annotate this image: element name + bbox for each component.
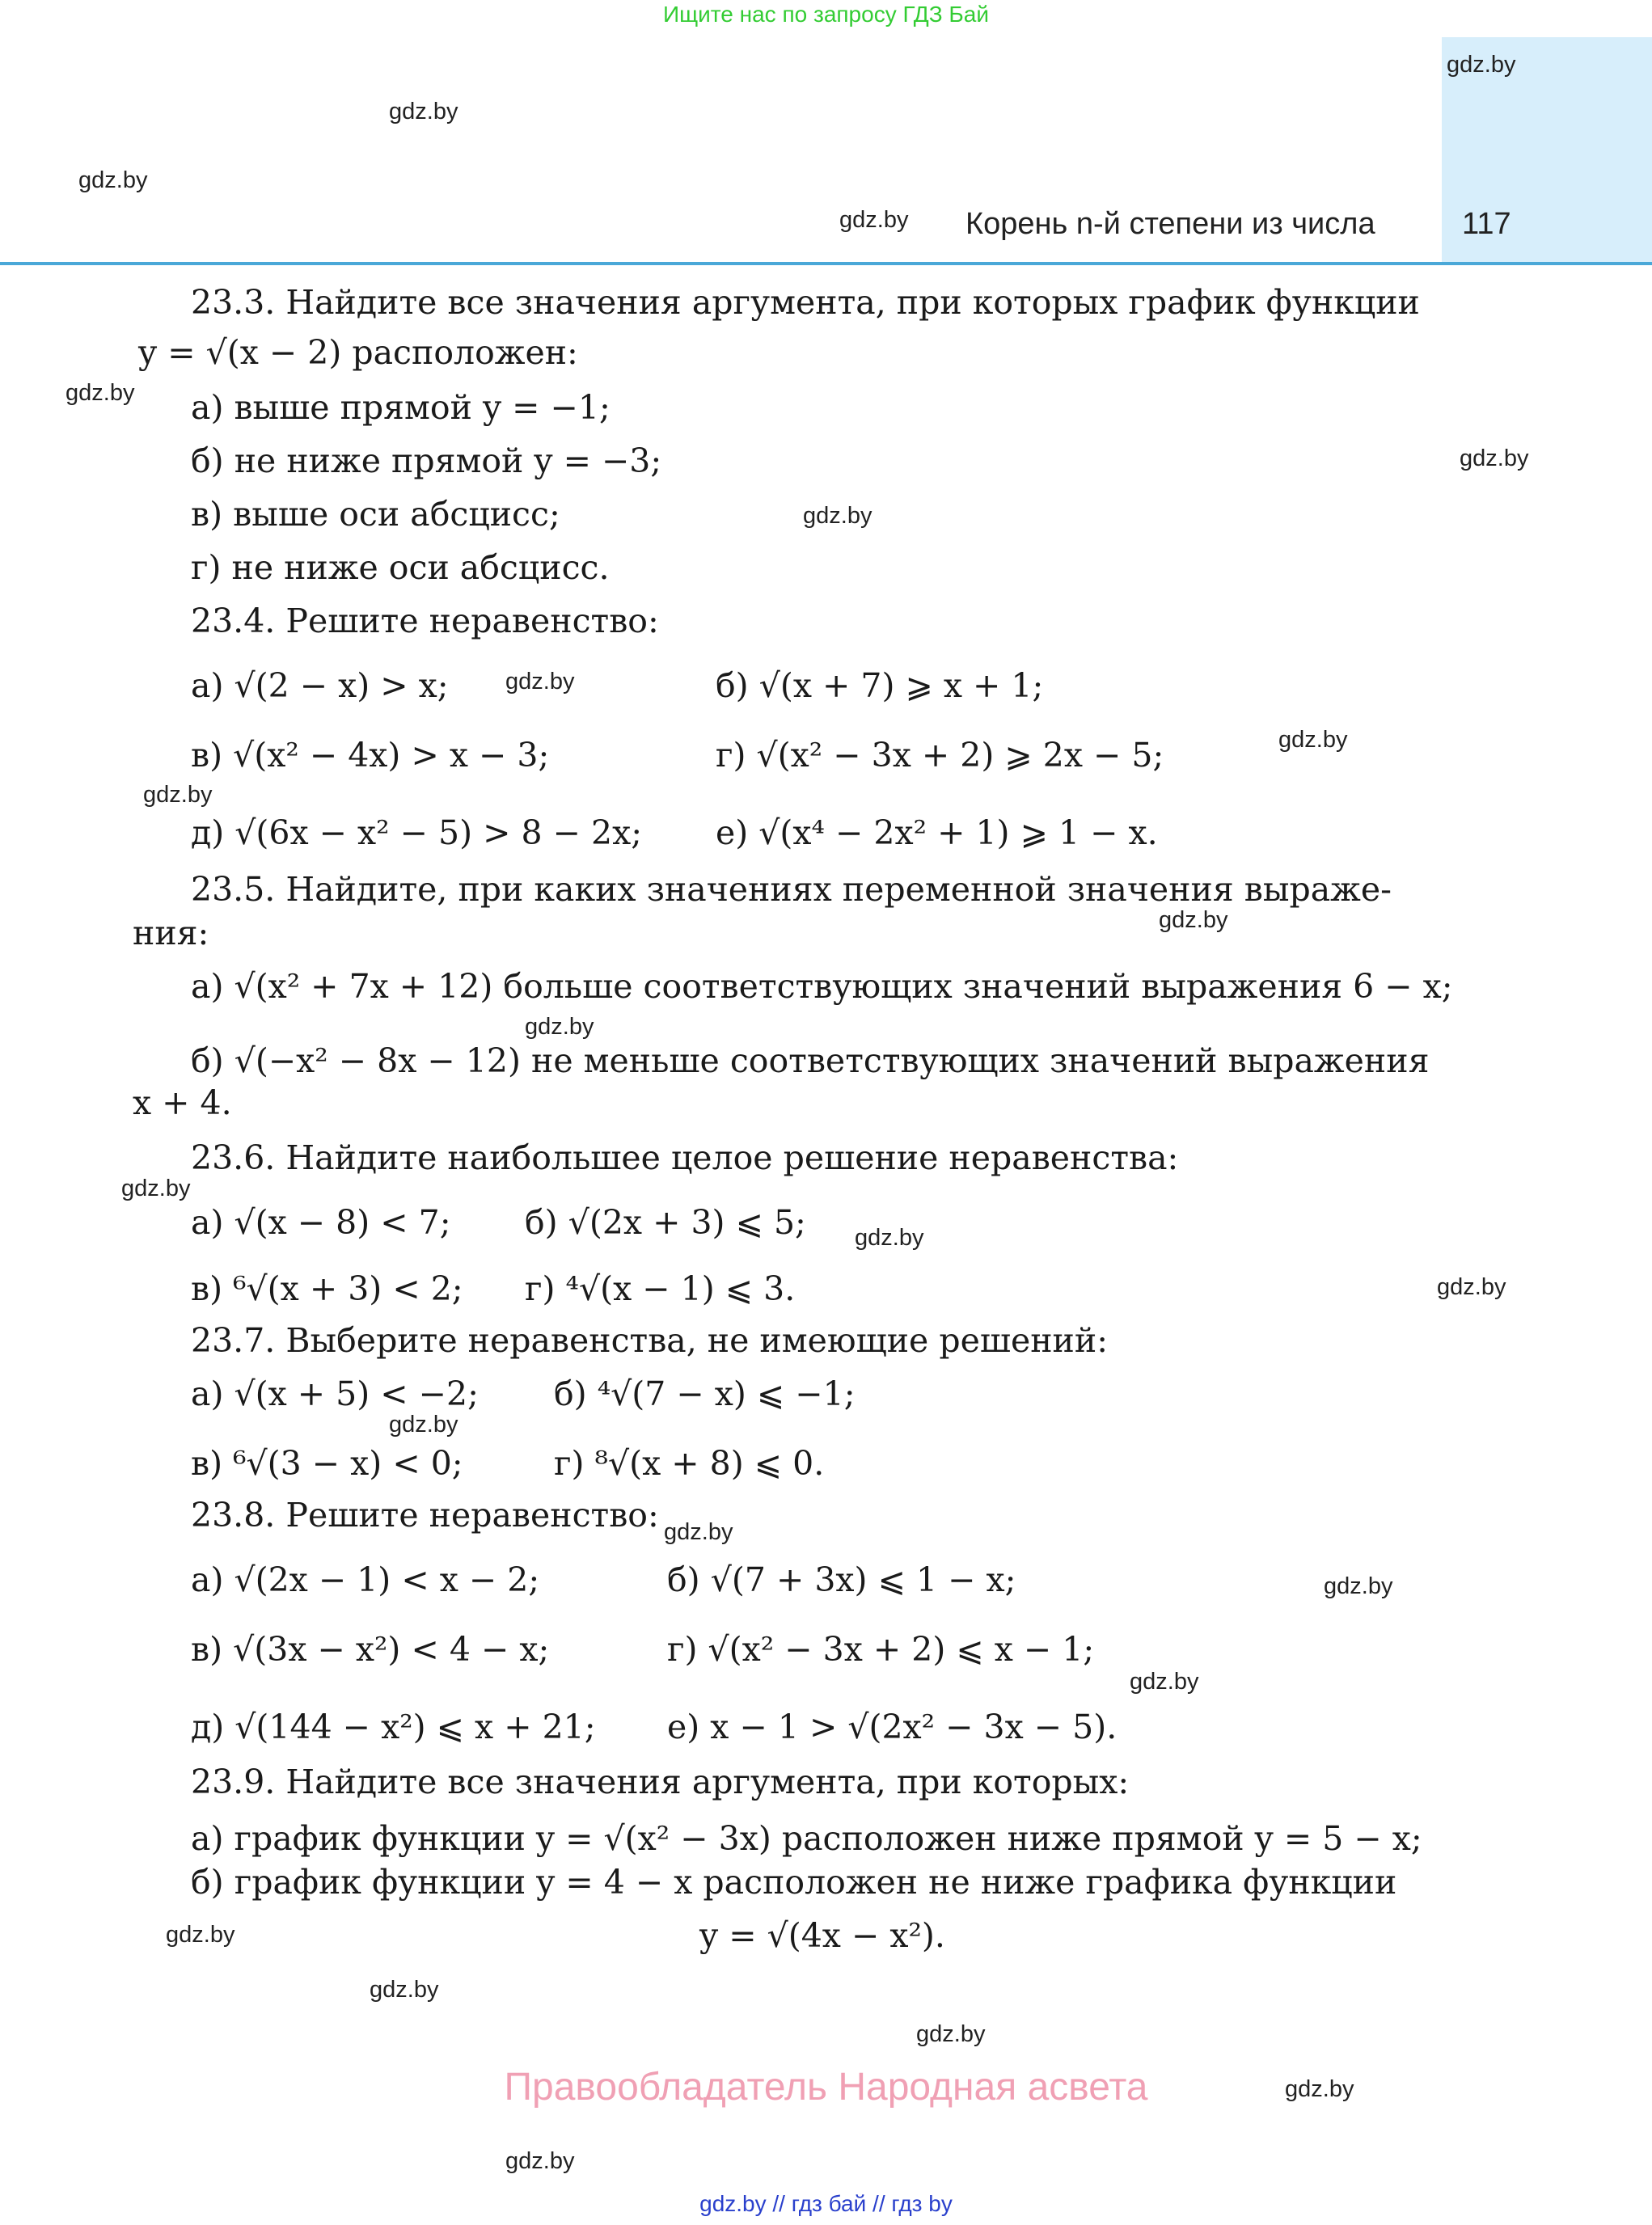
watermark: gdz.by — [1437, 1274, 1506, 1300]
exercise-23-6-b: б) √(2x + 3) ⩽ 5; — [525, 1203, 806, 1242]
watermark: gdz.by — [143, 782, 213, 808]
exercise-23-9-b: б) график функции y = 4 − x расположен не ниже графика функции — [191, 1863, 1397, 1902]
exercise-23-4-d: г) √(x² − 3x + 2) ⩾ 2x − 5; — [716, 736, 1164, 775]
watermark: gdz.by — [389, 99, 458, 125]
exercise-23-4-a: а) √(2 − x) > x; — [191, 666, 449, 705]
watermark: gdz.by — [78, 167, 148, 193]
watermark: gdz.by — [1324, 1573, 1393, 1599]
exercise-23-3-d: г) не ниже оси абсцисс. — [191, 548, 610, 587]
watermark: gdz.by — [1278, 727, 1348, 753]
top-search-link[interactable]: Ищите нас по запросу ГДЗ Бай — [662, 2, 990, 27]
watermark: gdz.by — [1159, 907, 1228, 933]
exercise-23-5-heading: 23.5. Найдите, при каких значениях переменной значения выраже- — [191, 870, 1392, 909]
watermark: gdz.by — [803, 503, 872, 529]
watermark: gdz.by — [839, 207, 909, 233]
watermark: gdz.by — [855, 1225, 924, 1251]
exercise-23-4-b: б) √(x + 7) ⩾ x + 1; — [716, 666, 1044, 705]
exercise-23-9-b-function: y = √(4x − x²). — [699, 1916, 945, 1955]
watermark: gdz.by — [505, 2148, 575, 2174]
exercise-23-8-f: е) x − 1 > √(2x² − 3x − 5). — [667, 1708, 1118, 1746]
exercise-23-6-heading: 23.6. Найдите наибольшее целое решение неравенства: — [191, 1138, 1179, 1177]
watermark: gdz.by — [1285, 2076, 1354, 2102]
exercise-23-7-a: а) √(x + 5) < −2; — [191, 1374, 479, 1413]
page-number: 117 — [1462, 207, 1511, 241]
exercise-23-4-f: е) √(x⁴ − 2x² + 1) ⩾ 1 − x. — [716, 813, 1158, 852]
watermark: gdz.by — [1130, 1669, 1199, 1695]
exercise-23-8-c: в) √(3x − x²) < 4 − x; — [191, 1630, 550, 1669]
exercise-23-6-d: г) ⁴√(x − 1) ⩽ 3. — [525, 1269, 796, 1308]
header-divider — [0, 262, 1652, 265]
watermark: gdz.by — [505, 669, 575, 695]
exercise-23-8-e: д) √(144 − x²) ⩽ x + 21; — [191, 1708, 596, 1746]
exercise-23-4-c: в) √(x² − 4x) > x − 3; — [191, 736, 550, 775]
watermark: gdz.by — [1460, 445, 1529, 471]
exercise-23-7-d: г) ⁸√(x + 8) ⩽ 0. — [554, 1444, 825, 1483]
exercise-23-7-c: в) ⁶√(3 − x) < 0; — [191, 1444, 463, 1483]
watermark: gdz.by — [370, 1977, 439, 2003]
exercise-23-8-heading: 23.8. Решите неравенство: — [191, 1496, 659, 1535]
watermark: gdz.by — [664, 1519, 733, 1545]
exercise-23-5-b-cont: x + 4. — [133, 1083, 232, 1122]
watermark: gdz.by — [389, 1412, 458, 1438]
footer-links[interactable]: gdz.by // гдз бай // гдз by — [699, 2191, 953, 2216]
exercise-23-3-c: в) выше оси абсцисс; — [191, 495, 560, 534]
exercise-23-8-a: а) √(2x − 1) < x − 2; — [191, 1560, 540, 1599]
copyright-notice: Правообладатель Народная асвета — [504, 2066, 1148, 2109]
exercise-23-6-c: в) ⁶√(x + 3) < 2; — [191, 1269, 463, 1308]
exercise-23-4-e: д) √(6x − x² − 5) > 8 − 2x; — [191, 813, 643, 852]
exercise-23-3-b: б) не ниже прямой y = −3; — [191, 441, 662, 480]
exercise-23-3-heading: 23.3. Найдите все значения аргумента, при которых график функции — [191, 283, 1420, 322]
exercise-23-9-heading: 23.9. Найдите все значения аргумента, при которых: — [191, 1763, 1130, 1801]
exercise-23-5-a: а) √(x² + 7x + 12) больше соответствующих значений выражения 6 − x; — [191, 967, 1453, 1006]
exercise-23-9-a: а) график функции y = √(x² − 3x) расположен ниже прямой y = 5 − x; — [191, 1819, 1422, 1858]
watermark: gdz.by — [121, 1176, 191, 1201]
exercise-23-7-heading: 23.7. Выберите неравенства, не имеющие решений: — [191, 1321, 1109, 1360]
exercise-23-8-d: г) √(x² − 3x + 2) ⩽ x − 1; — [667, 1630, 1095, 1669]
watermark: gdz.by — [916, 2021, 986, 2047]
exercise-23-6-a: а) √(x − 8) < 7; — [191, 1203, 451, 1242]
watermark: gdz.by — [525, 1014, 594, 1040]
watermark: gdz.by — [166, 1922, 235, 1948]
exercise-23-5-b: б) √(−x² − 8x − 12) не меньше соответствующих значений выражения — [191, 1041, 1430, 1080]
exercise-23-5-heading-cont: ния: — [133, 914, 209, 952]
section-header-title: Корень n-й степени из числа — [965, 207, 1375, 241]
exercise-23-4-heading: 23.4. Решите неравенство: — [191, 602, 659, 640]
exercise-23-3-function: y = √(x − 2) расположен: — [138, 333, 578, 372]
watermark: gdz.by — [1447, 52, 1516, 78]
exercise-23-7-b: б) ⁴√(7 − x) ⩽ −1; — [554, 1374, 856, 1413]
watermark: gdz.by — [65, 380, 135, 406]
exercise-23-8-b: б) √(7 + 3x) ⩽ 1 − x; — [667, 1560, 1016, 1599]
exercise-23-3-a: а) выше прямой y = −1; — [191, 388, 611, 427]
